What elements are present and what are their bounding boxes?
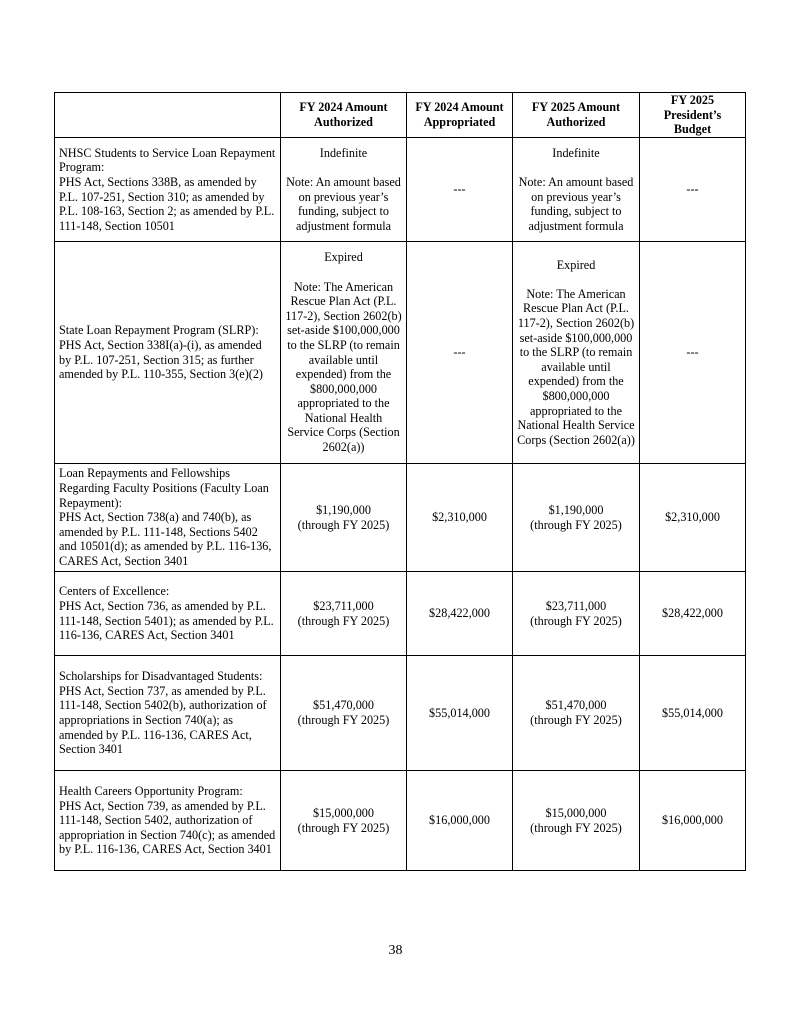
authorized-period: (through FY 2025) [297, 820, 390, 835]
program-citation: PHS Act, Section 338I(a)-(i), as amended by P.L. 107-251, Section 315; as further amended by P.L. 110-355, Section 3(e)(2) [59, 337, 263, 382]
fy2025-budget-cell: $2,310,000 [640, 464, 746, 572]
program-cell [55, 656, 281, 771]
table-header-row [55, 93, 746, 138]
table-row [55, 656, 746, 771]
fy2025-authorized-cell [513, 771, 640, 871]
program-citation: PHS Act, Section 736, as amended by P.L. 111-148, Section 5401); as amended by P.L. 116-136, CARES Act, Section 3401 [59, 598, 274, 643]
fy2025-budget-cell: $16,000,000 [640, 771, 746, 871]
authorized-period: (through FY 2025) [530, 613, 622, 628]
header-program [55, 93, 281, 138]
fy2025-authorized-cell [513, 572, 640, 656]
program-citation: PHS Act, Section 737, as amended by P.L. 111-148, Section 5402(b), authorization of appropriations in Section 740(a); as amended by P.L. 116-136, CARES Act, Section 3401 [59, 683, 267, 757]
authorization-table [54, 92, 746, 871]
header-fy2024-authorized: FY 2024 Amount Authorized [281, 93, 407, 138]
program-cell [55, 771, 281, 871]
fy2024-appropriated-cell: --- [407, 138, 513, 242]
header-fy2024-appropriated: FY 2024 Amount Appropriated [407, 93, 513, 138]
program-citation: PHS Act, Sections 338B, as amended by P.L. 107-251, Section 310; as amended by P.L. 108-163, Section 2; as amended by P.L. 111-148, Section 10501 [59, 174, 275, 233]
header-fy2025-budget: FY 2025 President’s Budget [640, 93, 746, 138]
authorized-period: (through FY 2025) [297, 713, 390, 727]
authorization-status: Indefinite [552, 145, 600, 160]
authorization-status: Expired [324, 250, 363, 265]
table-row [55, 771, 746, 871]
fy2025-budget-cell: $55,014,000 [640, 656, 746, 771]
authorized-period: (through FY 2025) [530, 517, 622, 532]
table-row [55, 242, 746, 464]
header-fy2025-authorized: FY 2025 Amount Authorized [513, 93, 640, 138]
fy2024-authorized-cell [281, 572, 407, 656]
authorized-amount: $51,470,000 [313, 698, 374, 713]
program-name: NHSC Students to Service Loan Repayment Program: [59, 145, 276, 175]
program-name: Scholarships for Disadvantaged Students: [59, 669, 263, 684]
authorized-period: (through FY 2025) [297, 613, 390, 628]
fy2024-authorized-cell [281, 656, 407, 771]
authorized-amount: $51,470,000 [545, 698, 607, 713]
page-number: 38 [388, 943, 403, 958]
program-cell [55, 138, 281, 242]
authorized-amount: $15,000,000 [545, 805, 607, 820]
fy2025-budget-cell: $28,422,000 [640, 572, 746, 656]
table-row [55, 464, 746, 572]
fy2024-appropriated-cell: $55,014,000 [407, 656, 513, 771]
authorized-period: (through FY 2025) [530, 820, 622, 835]
program-cell [55, 464, 281, 572]
fy2024-authorized-cell [281, 771, 407, 871]
authorized-period: (through FY 2025) [297, 517, 390, 532]
fy2024-authorized-cell [281, 138, 407, 242]
program-citation: PHS Act, Section 738(a) and 740(b), as amended by P.L. 111-148, Sections 5402 and 10501(d); as amended by P.L. 116-136, CARES Act, Section 3401 [59, 510, 272, 568]
authorized-amount: $23,711,000 [545, 598, 607, 613]
program-name: Loan Repayments and Fellowships Regarding Faculty Positions (Faculty Loan Repayment): [59, 466, 269, 510]
program-name: Centers of Excellence: [59, 584, 170, 599]
fy2025-budget-cell: --- [640, 138, 746, 242]
program-name: State Loan Repayment Program (SLRP): [59, 323, 259, 338]
authorization-status: Expired [556, 257, 596, 272]
fy2025-authorized-cell [513, 138, 640, 242]
program-name: Health Careers Opportunity Program: [59, 784, 243, 799]
authorized-period: (through FY 2025) [530, 713, 622, 727]
authorization-note: Note: The American Rescue Plan Act (P.L. 117-2), Section 2602(b) set-aside $100,000,000 to the SLRP (to remain available until expended) from the $800,000,000 appropriated to the National Health Service Corps (Section 2602(a)) [285, 279, 402, 455]
fy2024-appropriated-cell: --- [407, 242, 513, 464]
fy2025-authorized-cell [513, 242, 640, 464]
fy2024-appropriated-cell: $28,422,000 [407, 572, 513, 656]
authorization-note: Note: The American Rescue Plan Act (P.L. 117-2), Section 2602(b) set-aside $100,000,000 to the SLRP (to remain available until expended) from the $800,000,000 appropriated to the National Health Service Corps (Section 2602(a)) [517, 286, 635, 447]
fy2024-appropriated-cell: $2,310,000 [407, 464, 513, 572]
program-cell [55, 242, 281, 464]
authorized-amount: $1,190,000 [316, 502, 371, 517]
fy2024-appropriated-cell: $16,000,000 [407, 771, 513, 871]
authorized-amount: $23,711,000 [313, 598, 374, 613]
program-cell [55, 572, 281, 656]
fy2024-authorized-cell [281, 242, 407, 464]
authorization-note: Note: An amount based on previous year’s funding, subject to adjustment formula [518, 174, 634, 233]
fy2025-budget-cell: --- [640, 242, 746, 464]
authorization-status: Indefinite [319, 145, 368, 160]
fy2025-authorized-cell [513, 464, 640, 572]
authorized-amount: $1,190,000 [548, 502, 604, 517]
fy2024-authorized-cell [281, 464, 407, 572]
table-row [55, 138, 746, 242]
program-citation: PHS Act, Section 739, as amended by P.L. 111-148, Section 5402, authorization of appropriation in Section 740(c); as amended by P.L. 116-136, CARES Act, Section 3401 [59, 798, 276, 857]
fy2025-authorized-cell [513, 656, 640, 771]
authorization-note: Note: An amount based on previous year’s funding, subject to adjustment formula [286, 174, 401, 233]
authorized-amount: $15,000,000 [313, 805, 374, 820]
table-row [55, 572, 746, 656]
